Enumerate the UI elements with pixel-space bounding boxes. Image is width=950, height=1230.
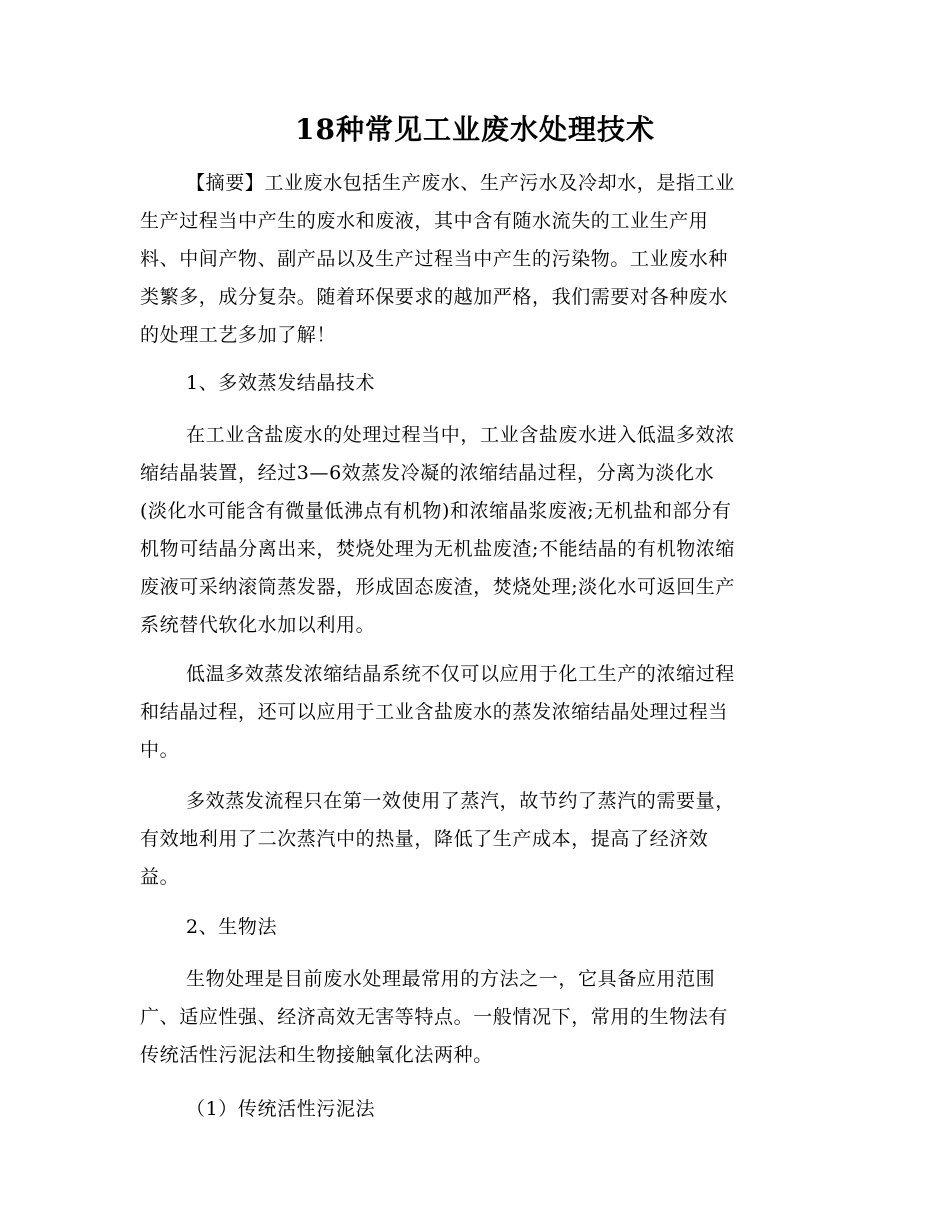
- paragraph-line: 和结晶过程，还可以应用于工业含盐废水的蒸发浓缩结晶处理过程当: [140, 701, 729, 723]
- paragraph-line: 生产过程当中产生的废水和废液，其中含有随水流失的工业生产用: [140, 210, 709, 232]
- paragraph-line: 料、中间产物、副产品以及生产过程当中产生的污染物。工业废水种: [140, 248, 729, 270]
- section-heading-1: 1、多效蒸发结晶技术: [186, 372, 376, 394]
- section1-paragraph-1: [140, 416, 812, 644]
- paragraph-line: 中。: [140, 739, 180, 761]
- paragraph-line: 低温多效蒸发浓缩结晶系统不仅可以应用于化工生产的浓缩过程: [186, 663, 735, 685]
- paragraph-line: 系统替代软化水加以利用。: [140, 614, 376, 636]
- paragraph-line: 传统活性污泥法和生物接触氧化法两种。: [140, 1044, 493, 1066]
- paragraph-line: 类繁多，成分复杂。随着环保要求的越加严格，我们需要对各种废水: [140, 286, 729, 308]
- abstract-paragraph: [140, 164, 812, 354]
- section-heading-2: 2、生物法: [186, 916, 278, 938]
- paragraph-line: 在工业含盐废水的处理过程当中，工业含盐废水进入低温多效浓: [186, 424, 735, 446]
- section1-paragraph-3: [140, 782, 812, 896]
- paragraph-line: 广、适应性强、经济高效无害等特点。一般情况下，常用的生物法有: [140, 1006, 729, 1028]
- paragraph-line: 有效地利用了二次蒸汽中的热量，降低了生产成本，提高了经济效: [140, 828, 709, 850]
- paragraph-line: 益。: [140, 866, 180, 888]
- paragraph-line: 的处理工艺多加了解！: [140, 324, 337, 346]
- paragraph-line: 废液可采纳滚筒蒸发器，形成固态废渣，焚烧处理;淡化水可返回生产: [140, 576, 736, 598]
- paragraph-line: 生物处理是目前废水处理最常用的方法之一，它具备应用范围: [186, 968, 716, 990]
- section2-paragraph-1: [140, 960, 812, 1074]
- document-title: 18种常见工业废水处理技术: [295, 113, 655, 146]
- paragraph-line: (淡化水可能含有微量低沸点有机物)和浓缩晶浆废液;无机盐和部分有: [140, 500, 732, 522]
- section1-paragraph-2: [140, 655, 812, 769]
- paragraph-line: 【摘要】工业废水包括生产废水、生产污水及冷却水，是指工业: [186, 172, 735, 194]
- subsection-heading-1: （1）传统活性污泥法: [186, 1098, 376, 1120]
- paragraph-line: 缩结晶装置，经过3—6效蒸发冷凝的浓缩结晶过程，分离为淡化水: [140, 462, 715, 484]
- paragraph-line: 多效蒸发流程只在第一效使用了蒸汽，故节约了蒸汽的需要量，: [186, 790, 735, 812]
- paragraph-line: 机物可结晶分离出来，焚烧处理为无机盐废渣;不能结晶的有机物浓缩: [140, 538, 736, 560]
